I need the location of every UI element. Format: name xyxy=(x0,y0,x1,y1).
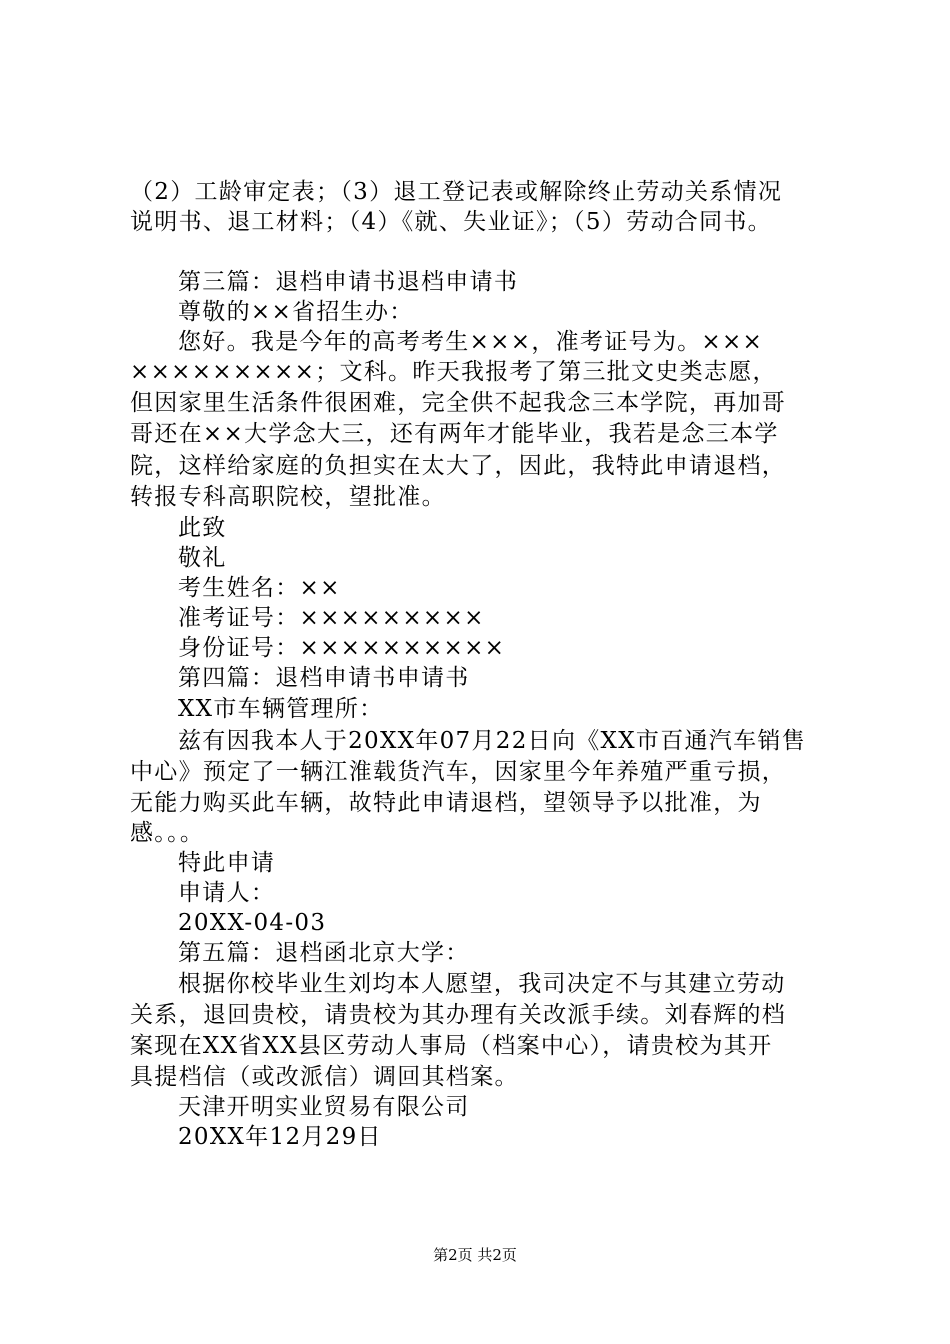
signature-line: 身份证号：×××××××××× xyxy=(178,635,506,661)
page-footer: 第2页 共2页 xyxy=(433,1246,517,1264)
text-line: （2）工龄审定表；（3）退工登记表或解除终止劳动关系情况 xyxy=(130,179,783,205)
salutation: XX市车辆管理所： xyxy=(178,696,384,722)
signature-line: 考生姓名：×× xyxy=(178,575,341,601)
text-line: 转报专科高职院校，望批准。 xyxy=(130,484,446,510)
section-heading: 第三篇：退档申请书退档申请书 xyxy=(178,269,519,295)
signature-line: 准考证号：××××××××× xyxy=(178,605,485,631)
closing-line: 特此申请 xyxy=(178,850,276,876)
text-line: 您好。我是今年的高考考生×××，准考证号为。××× xyxy=(178,329,764,355)
signature-line: 申请人： xyxy=(178,880,276,906)
text-line: 具提档信（或改派信）调回其档案。 xyxy=(130,1064,519,1090)
text-line: 说明书、退工材料；（4）《就、失业证》；（5）劳动合同书。 xyxy=(130,209,772,235)
date-line: 20XX-04-03 xyxy=(178,910,327,936)
text-line: 兹有因我本人于20XX年07月22日向《XX市百通汽车销售 xyxy=(178,728,806,754)
closing-line: 敬礼 xyxy=(178,545,227,571)
text-line: ×××××××××；文科。昨天我报考了第三批文史类志愿， xyxy=(130,359,777,385)
text-line: 无能力购买此车辆，故特此申请退档，望领导予以批准，为 xyxy=(130,790,762,816)
text-line: 案现在XX省XX县区劳动人事局（档案中心），请贵校为其开 xyxy=(130,1033,773,1059)
text-line: 关系，退回贵校，请贵校为其办理有关改派手续。刘春辉的档 xyxy=(130,1002,787,1028)
date-line: 20XX年12月29日 xyxy=(178,1124,382,1150)
text-line: 根据你校毕业生刘均本人愿望，我司决定不与其建立劳动 xyxy=(178,971,786,997)
closing-line: 此致 xyxy=(178,515,227,541)
text-line: 但因家里生活条件很困难，完全供不起我念三本学院，再加哥 xyxy=(130,390,787,416)
text-line: 哥还在××大学念大三，还有两年才能毕业，我若是念三本学 xyxy=(130,421,779,447)
text-line: 院，这样给家庭的负担实在太大了，因此，我特此申请退档， xyxy=(130,453,787,479)
text-line: 感。。。 xyxy=(130,820,205,846)
section-heading: 第五篇：退档函北京大学： xyxy=(178,940,470,966)
signature-line: 天津开明实业贸易有限公司 xyxy=(178,1094,470,1120)
section-heading: 第四篇：退档申请书申请书 xyxy=(178,665,470,691)
salutation: 尊敬的××省招生办： xyxy=(178,299,414,325)
text-line: 中心》预定了一辆江淮载货汽车，因家里今年养殖严重亏损， xyxy=(130,759,787,785)
